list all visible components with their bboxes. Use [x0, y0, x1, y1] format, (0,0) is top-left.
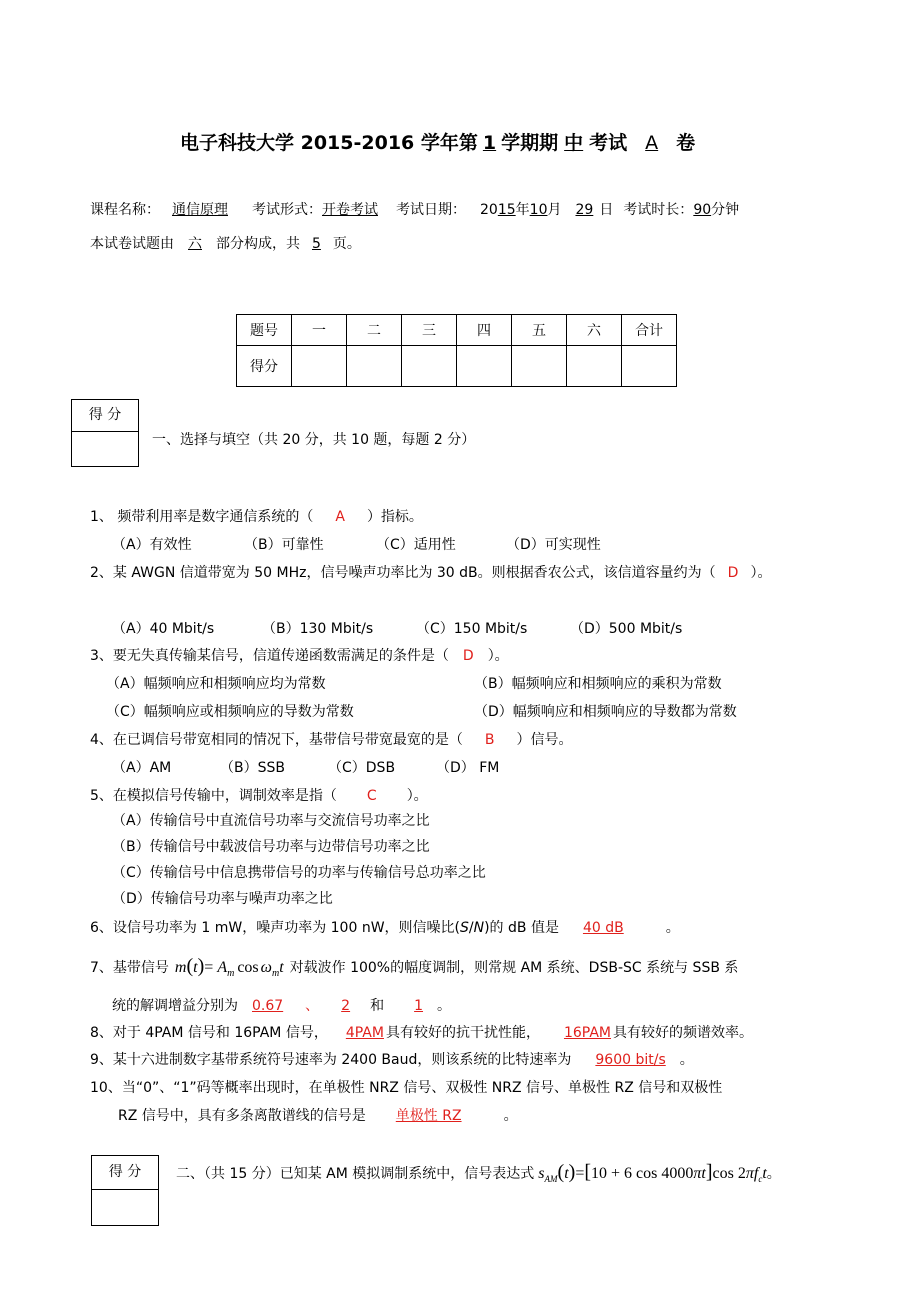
- exam-info-line: [90, 202, 739, 219]
- q7-text-3: 统的解调增益分别为: [112, 998, 238, 1014]
- q7-text: 7、基带信号: [90, 960, 169, 976]
- q3-answer: D: [462, 648, 474, 664]
- course-label: 课程名称：: [90, 202, 160, 218]
- score-table-header: 三: [402, 315, 457, 346]
- pages-unit: 页。: [332, 236, 361, 252]
- formula-equals: =: [575, 1165, 585, 1182]
- q4-option: （C）DSB: [328, 760, 396, 776]
- q5-tail: ）。: [406, 788, 428, 804]
- score-table-header: 题号: [237, 315, 292, 346]
- form-label: 考试形式：: [252, 202, 322, 218]
- year-prefix: 20: [480, 202, 498, 218]
- score-table-header: 四: [457, 315, 512, 346]
- q9-tail: 。: [679, 1052, 694, 1068]
- score-box-label: 得 分: [72, 400, 138, 432]
- question-8: [90, 1025, 753, 1042]
- score-cell[interactable]: [622, 346, 677, 387]
- q2-answer: D: [727, 565, 739, 581]
- score-cell[interactable]: [402, 346, 457, 387]
- exam-duration: 90: [693, 202, 712, 218]
- q7-tail: 。: [437, 998, 452, 1014]
- q6-answer: 40 dB: [582, 920, 624, 936]
- q10-text: RZ 信号中，具有多条离散谱线的信号是: [118, 1108, 366, 1124]
- year-suffix: 15: [497, 202, 516, 218]
- title-part: 考试: [589, 132, 628, 154]
- q7-answer-ssb: 1: [414, 998, 424, 1014]
- question-6: [90, 920, 680, 937]
- q3-option: （A）幅频响应和相频响应均为常数: [106, 676, 326, 692]
- q6-noise-symbol: N: [473, 920, 485, 936]
- exam-month: 10: [529, 202, 548, 218]
- q7-text-2: 对载波作 100%的幅度调制，则常规 AM 系统、DSB-SC 系统与 SSB 系: [289, 960, 739, 976]
- q5-text: 5、在模拟信号传输中，调制效率是指（: [90, 788, 337, 804]
- course-name: 通信原理: [172, 202, 228, 218]
- score-cell[interactable]: [347, 346, 402, 387]
- formula-t: t: [279, 959, 284, 976]
- q9-answer: 9600 bit/s: [595, 1052, 666, 1068]
- exam-day: 29: [575, 202, 594, 218]
- q7-and: 和: [370, 998, 385, 1014]
- q2-tail: ）。: [750, 565, 772, 581]
- question-7: [90, 954, 738, 980]
- q6-text: 6、设信号功率为 1 mW，噪声功率为 100 nW，则信噪比(: [90, 920, 460, 936]
- score-table-header: 合计: [622, 315, 677, 346]
- paper-letter: A: [645, 132, 659, 154]
- q1-text: 1、 频带利用率是数字通信系统的（: [90, 509, 314, 525]
- score-box-label: 得 分: [92, 1156, 158, 1190]
- score-cell[interactable]: [457, 346, 512, 387]
- parts-count: 六: [188, 236, 202, 252]
- date-label: 考试日期：: [396, 202, 466, 218]
- formula-cos: cos: [237, 959, 259, 976]
- q9-text: 9、某十六进制数字基带系统符号速率为 2400 Baud，则该系统的比特速率为: [90, 1052, 572, 1068]
- formula-t: t: [193, 959, 198, 976]
- q4-option: （B）SSB: [220, 760, 285, 776]
- q4-option: （A）AM: [112, 760, 172, 776]
- q2-option: （B）130 Mbit/s: [262, 621, 374, 637]
- exam-form: 开卷考试: [322, 202, 378, 218]
- q1-option: （B）可靠性: [244, 537, 324, 553]
- formula-sub: m: [227, 968, 235, 980]
- section1-score-box: [71, 399, 139, 467]
- score-row-label: 得分: [237, 346, 292, 387]
- am-signal-formula: $s_{AM}(t)=[10 + 6$ cos 4000πt]cos $2\pi f_ct$: [538, 1161, 767, 1185]
- month-unit: 月: [547, 202, 562, 218]
- formula-pi: π: [745, 1165, 754, 1182]
- exam-type-mid: 中: [564, 132, 584, 154]
- q10-tail: 。: [503, 1108, 518, 1124]
- formula-pi: π: [693, 1165, 702, 1182]
- formula-amplitude: A: [217, 959, 228, 976]
- q3-tail: ）。: [487, 648, 509, 664]
- q2-text: 2、某 AWGN 信道带宽为 50 MHz，信号噪声功率比为 30 dB。则根据香农公式，该信道容量约为（: [90, 565, 716, 581]
- score-box-blank[interactable]: [92, 1190, 158, 1225]
- question-1: [90, 509, 423, 526]
- score-table-header-row: [237, 315, 677, 346]
- page-count: 5: [312, 236, 321, 252]
- q4-text: 4、在已调信号带宽相同的情况下，基带信号带宽最宽的是（: [90, 732, 463, 748]
- formula-sub: m: [271, 968, 280, 980]
- formula-sub: AM: [544, 1174, 558, 1185]
- formula-sub: c: [758, 1174, 763, 1185]
- section2-tail: 。: [766, 1166, 781, 1182]
- q3-option: （D）幅频响应和相频响应的导数都为常数: [474, 704, 737, 720]
- score-cell[interactable]: [292, 346, 347, 387]
- q1-option: （C）适用性: [376, 537, 456, 553]
- question-10: 10、当“0”、“1”码等概率出现时，在单极性 NRZ 信号、双极性 NRZ 信号、单极性 RZ 信号和双极性: [90, 1080, 723, 1096]
- q4-tail: ）信号。: [516, 732, 573, 748]
- duration-label: 考试时长：: [623, 202, 694, 218]
- score-table-header: 二: [347, 315, 402, 346]
- formula-cos: cos 2: [712, 1165, 746, 1182]
- q8-answer-1: 4PAM: [345, 1025, 384, 1041]
- q8-text: 8、对于 4PAM 信号和 16PAM 信号，: [90, 1025, 328, 1041]
- formula-f: f: [753, 1165, 759, 1182]
- q8-text-2: 具有较好的抗干扰性能，: [385, 1025, 540, 1041]
- section2-text: [176, 1160, 781, 1185]
- score-cell[interactable]: [512, 346, 567, 387]
- formula-t: t: [564, 1165, 569, 1182]
- q6-tail: 。: [665, 920, 680, 936]
- score-table-header: 一: [292, 315, 347, 346]
- question-9: [90, 1052, 694, 1069]
- section1-title: 一、选择与填空（共 20 分，共 10 题，每题 2 分）: [152, 432, 476, 448]
- q2-option: （C）150 Mbit/s: [416, 621, 528, 637]
- question-5: [90, 788, 428, 805]
- q2-option: （A）40 Mbit/s: [112, 621, 215, 637]
- year-unit: 年: [515, 202, 530, 218]
- q6-signal-symbol: S: [460, 920, 469, 936]
- score-table-header: 五: [512, 315, 567, 346]
- score-table-score-row: [237, 346, 677, 387]
- q1-answer: A: [335, 509, 345, 525]
- title-part: 学期期: [501, 132, 559, 154]
- parts-middle: 部分构成，共: [216, 236, 300, 252]
- q8-text-3: 具有较好的频谱效率。: [613, 1025, 753, 1041]
- formula-t: t: [762, 1165, 767, 1182]
- q7-formula: $m(t)= A_m$ $\cos \omega_mt$: [174, 955, 284, 980]
- q1-option: （D）可实现性: [506, 537, 601, 553]
- title-part: 卷: [676, 132, 696, 154]
- score-box-blank[interactable]: [72, 432, 138, 466]
- q1-tail: ）指标。: [366, 509, 423, 525]
- section2-score-box: [91, 1155, 159, 1226]
- q3-option: （C）幅频响应或相频响应的导数为常数: [106, 704, 354, 720]
- q3-text: 3、要无失真传输某信号，信道传递函数需满足的条件是（: [90, 648, 449, 664]
- semester-number: 1: [482, 132, 497, 154]
- q5-option: （A）传输信号中直流信号功率与交流信号功率之比: [112, 813, 430, 829]
- question-7-cont: [112, 998, 451, 1015]
- parts-prefix: 本试卷试题由: [90, 236, 174, 252]
- q6-slash: /: [468, 920, 474, 936]
- q2-option: （D）500 Mbit/s: [570, 621, 683, 637]
- formula-omega: ω: [260, 959, 272, 976]
- q7-answer-dsb: 2: [341, 998, 351, 1014]
- q7-separator: 、: [305, 998, 320, 1014]
- q5-option: （B）传输信号中载波信号功率与边带信号功率之比: [112, 839, 430, 855]
- q4-option: （D） FM: [436, 760, 500, 776]
- day-unit: 日: [599, 202, 614, 218]
- q5-option: （C）传输信号中信息携带信号的功率与传输信号总功率之比: [112, 865, 486, 881]
- q5-answer: C: [366, 788, 377, 804]
- q8-answer-2: 16PAM: [563, 1025, 611, 1041]
- q6-text-2: )的 dB 值是: [484, 920, 559, 936]
- question-3: [90, 648, 509, 665]
- duration-unit: 分钟: [711, 202, 740, 218]
- formula-equals: =: [204, 959, 218, 976]
- section2-intro: 二、（共 15 分）已知某 AM 模拟调制系统中，信号表达式: [176, 1166, 535, 1182]
- score-table: [236, 314, 677, 387]
- q10-answer: 单极性 RZ: [395, 1108, 462, 1124]
- exam-parts-line: [90, 236, 361, 253]
- score-table-header: 六: [567, 315, 622, 346]
- score-cell[interactable]: [567, 346, 622, 387]
- question-4: [90, 732, 573, 749]
- question-2: [90, 565, 771, 582]
- q1-option: （A）有效性: [112, 537, 192, 553]
- question-10-cont: [118, 1108, 518, 1125]
- q7-answer-am: 0.67: [252, 998, 284, 1014]
- exam-title: [180, 132, 695, 155]
- q3-option: （B）幅频响应和相频响应的乘积为常数: [474, 676, 722, 692]
- q5-option: （D）传输信号功率与噪声功率之比: [112, 891, 333, 907]
- formula-s: s: [538, 1165, 545, 1182]
- title-part: 电子科技大学 2015-2016 学年第: [180, 132, 478, 154]
- formula-t: t: [701, 1165, 706, 1182]
- formula-m: m: [174, 959, 187, 976]
- q4-answer: B: [484, 732, 495, 748]
- formula-amplitude: 10 + 6 cos 4000: [591, 1165, 694, 1182]
